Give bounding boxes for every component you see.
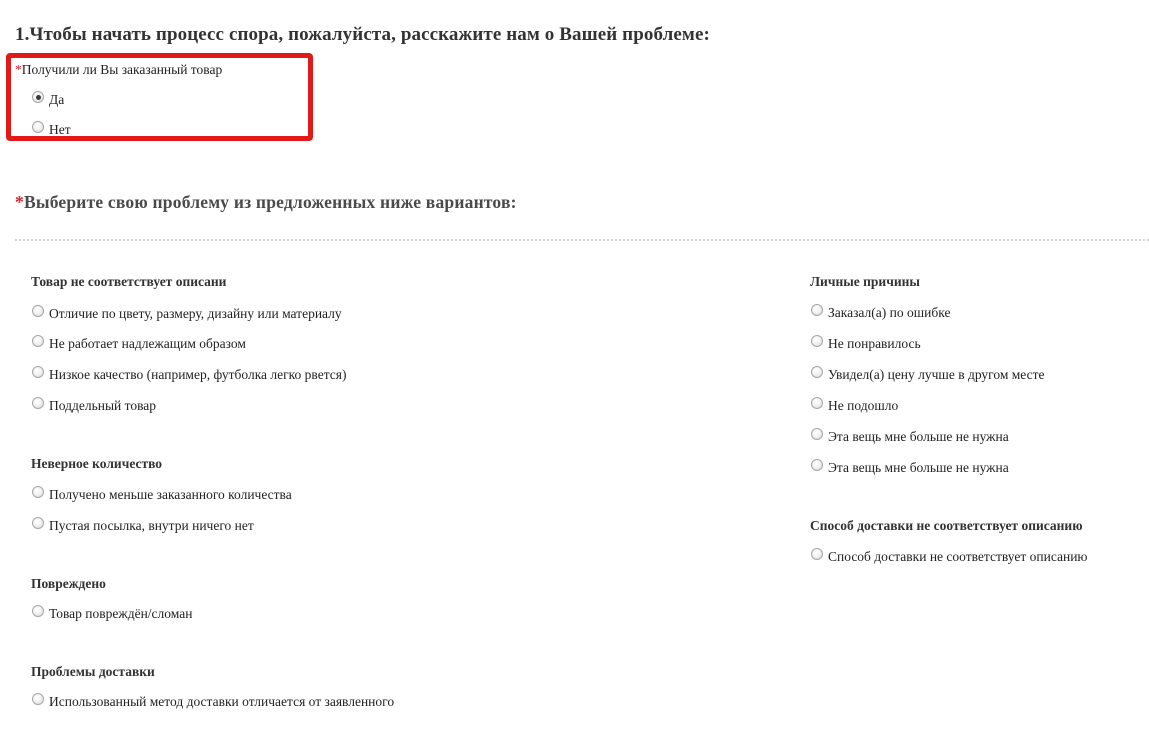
radio-button[interactable] [32,121,44,133]
problem-option[interactable] [811,549,1088,565]
problem-option[interactable] [811,460,1009,476]
dotted-divider [15,239,1149,241]
radio-option-label: Нет [49,122,71,137]
radio-button[interactable] [32,517,44,529]
problem-option-label: Эта вещь мне больше не нужна [828,429,1009,444]
problem-option-label: Отличие по цвету, размеру, дизайну или материалу [49,306,342,321]
group-label-not-as-described: Товар не соответствует описани [31,274,227,289]
radio-button[interactable] [32,397,44,409]
radio-button-selected[interactable] [32,91,44,103]
problem-option[interactable] [32,694,394,710]
required-mark: * [15,62,22,77]
radio-button[interactable] [811,459,823,471]
problem-option[interactable] [32,487,292,503]
group-label-personal-reasons: Личные причины [810,274,920,289]
problem-option-label: Использованный метод доставки отличается от заявленного [49,694,395,709]
received-question-text: Получили ли Вы заказанный товар [21,62,223,77]
problem-section-text: Выберите свою проблему из предложенных ниже вариантов: [23,192,517,212]
problem-option[interactable] [811,429,1009,445]
problem-option[interactable] [811,367,1045,383]
radio-button[interactable] [811,397,823,409]
radio-button[interactable] [32,605,44,617]
problem-option-label: Не работает надлежащим образом [49,336,246,351]
problem-option-label: Эта вещь мне больше не нужна [828,460,1009,475]
radio-option-label: Да [49,92,65,107]
radio-button[interactable] [32,486,44,498]
problem-option[interactable] [811,398,898,414]
problem-option-label: Не понравилось [828,336,921,351]
radio-option-yes[interactable] [32,92,64,108]
group-label-shipping-method-mismatch: Способ доставки не соответствует описанию [810,518,1083,533]
radio-option-no[interactable] [32,122,71,138]
problem-option-label: Способ доставки не соответствует описанию [828,549,1088,564]
required-mark: * [15,192,24,212]
group-label-damaged: Повреждено [31,576,106,591]
radio-button[interactable] [811,304,823,316]
radio-button[interactable] [32,305,44,317]
received-question-label [15,62,222,78]
problem-section-title [15,192,517,213]
group-label-wrong-quantity: Неверное количество [31,456,163,471]
problem-option-label: Товар повреждён/сломан [49,606,193,621]
radio-button[interactable] [811,335,823,347]
radio-button[interactable] [811,428,823,440]
problem-option[interactable] [32,606,192,622]
radio-button[interactable] [811,366,823,378]
problem-option-label: Заказал(а) по ошибке [828,305,951,320]
problem-option[interactable] [811,336,921,352]
problem-option-label: Увидел(а) цену лучше в другом месте [828,367,1045,382]
problem-option-label: Не подошло [828,398,899,413]
radio-button[interactable] [32,335,44,347]
problem-option[interactable] [32,398,156,414]
radio-button[interactable] [32,366,44,378]
problem-option[interactable] [32,518,254,534]
problem-option-label: Пустая посылка, внутри ничего нет [49,518,254,533]
problem-option-label: Низкое качество (например, футболка легко рвется) [49,367,347,382]
problem-option[interactable] [32,336,246,352]
group-label-shipping-problems: Проблемы доставки [31,664,155,679]
radio-button[interactable] [811,548,823,560]
problem-option-label: Поддельный товар [49,398,157,413]
question-title: 1.Чтобы начать процесс спора, пожалуйста, расскажите нам о Вашей проблеме: [15,24,710,45]
problem-option-label: Получено меньше заказанного количества [49,487,292,502]
problem-option[interactable] [32,367,346,383]
problem-option[interactable] [811,305,950,321]
radio-button[interactable] [32,693,44,705]
problem-option[interactable] [32,306,342,322]
